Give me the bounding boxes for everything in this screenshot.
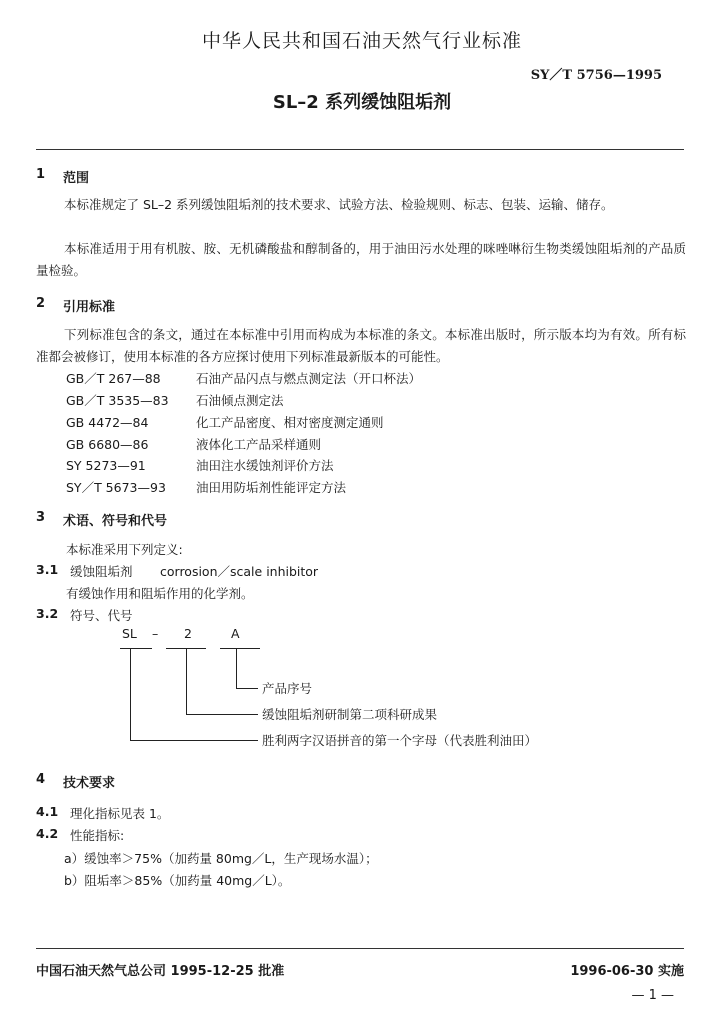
section-1-number: 1 [36, 167, 46, 182]
section-1-para-2: 本标准适用于用有机胺、胺、无机磷酸盐和醇制备的，用于油田污水处理的咪唑啉衍生物类缓蚀阻垢剂的产品质量检验。 [36, 241, 686, 278]
reference-code: GB 4472—84 [66, 415, 149, 430]
reference-item [66, 478, 346, 496]
header-rule [36, 149, 684, 150]
code-label-product-serial: 产品序号 [262, 681, 313, 696]
code-part-number: 2 [184, 626, 192, 641]
clause-4-1-text: 理化指标见表 1。 [70, 806, 170, 821]
leader-letter [236, 688, 258, 689]
connector-sl [130, 648, 131, 740]
section-2-number: 2 [36, 296, 46, 311]
standard-number: SY／T 5756—1995 [530, 68, 662, 83]
reference-code: GB／T 3535—83 [66, 393, 169, 408]
code-part-dash: – [152, 626, 159, 641]
standard-title: 中华人民共和国石油天然气行业标准 [201, 30, 522, 52]
clause-3-1-english: corrosion／scale inhibitor [160, 564, 319, 579]
footer-rule [36, 948, 684, 949]
approval-line: 中国石油天然气总公司 1995-12-25 批准 [36, 964, 285, 979]
clause-4-2-number: 4.2 [36, 826, 59, 841]
leader-sl [130, 740, 258, 741]
connector-number [186, 648, 187, 714]
code-part-letter: A [231, 626, 240, 641]
section-1-para-1: 本标准规定了 SL–2 系列缓蚀阻垢剂的技术要求、试验方法、检验规则、标志、包装、运输、储存。 [64, 197, 614, 212]
reference-item [66, 435, 321, 453]
code-label-research-result: 缓蚀阻垢剂研制第二项科研成果 [262, 707, 438, 722]
reference-code: GB／T 267—88 [66, 371, 161, 386]
code-underline-letter [220, 648, 260, 649]
reference-title: 化工产品密度、相对密度测定通则 [196, 415, 384, 430]
connector-letter [236, 648, 237, 688]
section-2-title: 引用标准 [63, 300, 116, 315]
clause-4-1-number: 4.1 [36, 804, 59, 819]
reference-code: GB 6680—86 [66, 437, 149, 452]
reference-title: 石油产品闪点与燃点测定法（开口杯法） [196, 371, 422, 386]
clause-4-2-item-b: b）阻垢率＞85%（加药量 40mg／L）。 [64, 873, 291, 888]
reference-title: 油田注水缓蚀剂评价方法 [196, 458, 334, 473]
section-3-number: 3 [36, 510, 46, 525]
clause-4-2-item-a: a）缓蚀率＞75%（加药量 80mg／L，生产现场水温）； [64, 851, 378, 866]
code-label-shengli: 胜利两字汉语拼音的第一个字母（代表胜利油田） [262, 733, 538, 748]
section-2-para: 下列标准包含的条文，通过在本标准中引用而构成为本标准的条文。本标准出版时，所示版本均为有效。所有标准都会被修订，使用本标准的各方应探讨使用下列标准最新版本的可能性。 [36, 327, 686, 364]
code-part-sl: SL [122, 626, 137, 641]
clause-3-1-definition: 有缓蚀作用和阻垢作用的化学剂。 [66, 586, 254, 601]
section-4-number: 4 [36, 772, 46, 787]
reference-item [66, 413, 384, 431]
section-1-title: 范围 [63, 171, 90, 186]
reference-item [66, 391, 284, 409]
section-3-intro: 本标准采用下列定义: [66, 542, 183, 557]
reference-title: 油田用防垢剂性能评定方法 [196, 480, 347, 495]
reference-code: SY／T 5673—93 [66, 480, 166, 495]
clause-3-1-term: 缓蚀阻垢剂 [70, 564, 133, 579]
reference-item [66, 456, 334, 474]
reference-title: 液体化工产品采样通则 [196, 437, 322, 452]
reference-item [66, 369, 421, 387]
reference-code: SY 5273—91 [66, 458, 146, 473]
clause-3-2-number: 3.2 [36, 606, 59, 621]
effective-date: 1996-06-30 实施 [570, 964, 684, 979]
clause-4-2-text: 性能指标: [70, 828, 125, 843]
page-number: — 1 — [631, 988, 674, 1003]
document-title: SL–2 系列缓蚀阻垢剂 [272, 92, 452, 113]
code-underline-sl [120, 648, 152, 649]
clause-3-1-number: 3.1 [36, 562, 59, 577]
clause-3-2-title: 符号、代号 [70, 608, 133, 623]
reference-title: 石油倾点测定法 [196, 393, 284, 408]
section-4-title: 技术要求 [63, 776, 116, 791]
section-3-title: 术语、符号和代号 [63, 514, 168, 529]
leader-number [186, 714, 258, 715]
